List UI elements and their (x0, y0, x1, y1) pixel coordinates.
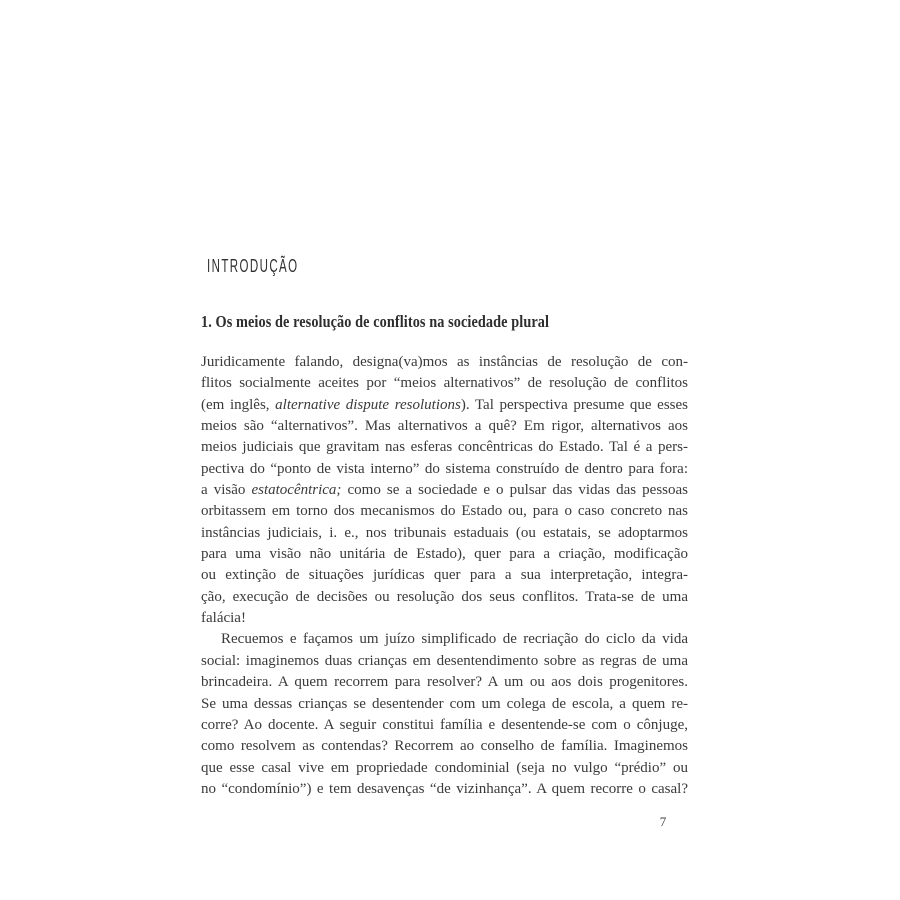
text-line (201, 608, 688, 629)
text-run: pectiva do “ponto de vista interno” do sistema construído de dentro para fora: (201, 460, 688, 477)
text-run: que esse casal vive em propriedade condominial (seja no vulgo “prédio” ou (201, 759, 688, 776)
text-line (201, 587, 688, 608)
text-line (201, 544, 688, 565)
text-run: Recuemos e façamos um juízo simplificado de recriação do ciclo da vida (221, 631, 688, 648)
page-number: 7 (659, 814, 667, 829)
text-line (201, 736, 688, 757)
text-line (201, 629, 688, 650)
text-run: como resolvem as contendas? Recorrem ao conselho de família. Imaginemos (201, 738, 688, 755)
text-run: a visão (201, 482, 252, 499)
text-run: no “condomínio”) e tem desavenças “de vizinhança”. A quem recorre o casal? (201, 780, 688, 797)
text-line (201, 352, 688, 373)
text-line (201, 437, 688, 458)
text-line (201, 416, 688, 437)
text-line (201, 758, 688, 779)
text-run: Juridicamente falando, designa(va)mos as instâncias de resolução de con- (201, 354, 688, 370)
text-line (201, 459, 688, 480)
text-run: como se a sociedade e o pulsar das vidas das pessoas (341, 482, 688, 499)
text-line (201, 672, 688, 693)
text-run: meios judiciais que gravitam nas esferas concêntricas do Estado. Tal é a pers- (201, 439, 688, 456)
text-line (201, 523, 688, 544)
text-run: orbitassem em torno dos mecanismos do Estado ou, para o caso concreto nas (201, 503, 688, 520)
text-run: social: imaginemos duas crianças em desentendimento sobre as regras de uma (201, 652, 688, 669)
italic-text: estatocêntrica; (251, 482, 342, 499)
text-run: meios são “alternativos”. Mas alternativos a quê? Em rigor, alternativos aos (201, 418, 688, 435)
text-line (201, 651, 688, 672)
body-text (201, 352, 688, 800)
text-line (201, 395, 688, 416)
text-run: (em inglês, (201, 396, 276, 413)
text-run: corre? Ao docente. A seguir constitui família e desentende-se com o cônjuge, (201, 716, 688, 733)
text-run: ). Tal perspectiva presume que esses (460, 396, 688, 413)
text-line (201, 373, 688, 394)
text-run: falácia! (201, 610, 246, 627)
text-line (201, 715, 688, 736)
text-line (201, 565, 688, 586)
italic-text: alternative dispute resolutions (275, 396, 461, 413)
text-run: instâncias judiciais, i. e., nos tribunais estaduais (ou estatais, se adoptarmos (201, 524, 688, 541)
text-run: para uma visão não unitária de Estado), quer para a criação, modificação (201, 546, 688, 563)
text-line (201, 501, 688, 522)
text-run: flitos socialmente aceites por “meios alternativos” de resolução de conflitos (201, 375, 688, 392)
text-run: ção, execução de decisões ou resolução dos seus conflitos. Trata-se de uma (201, 588, 688, 605)
text-run: ou extinção de situações jurídicas quer para a sua interpretação, integra- (201, 567, 688, 584)
text-run: brincadeira. A quem recorrem para resolver? A um ou aos dois progenitores. (201, 674, 688, 691)
section-heading: 1. Os meios de resolução de conflitos na sociedade plural (201, 312, 550, 331)
text-line (201, 694, 688, 715)
chapter-title: INTRODUÇÃO (207, 256, 299, 276)
text-line (201, 480, 688, 501)
text-line (201, 779, 688, 800)
text-run: Se uma dessas crianças se desentender com um colega de escola, a quem re- (201, 695, 688, 712)
